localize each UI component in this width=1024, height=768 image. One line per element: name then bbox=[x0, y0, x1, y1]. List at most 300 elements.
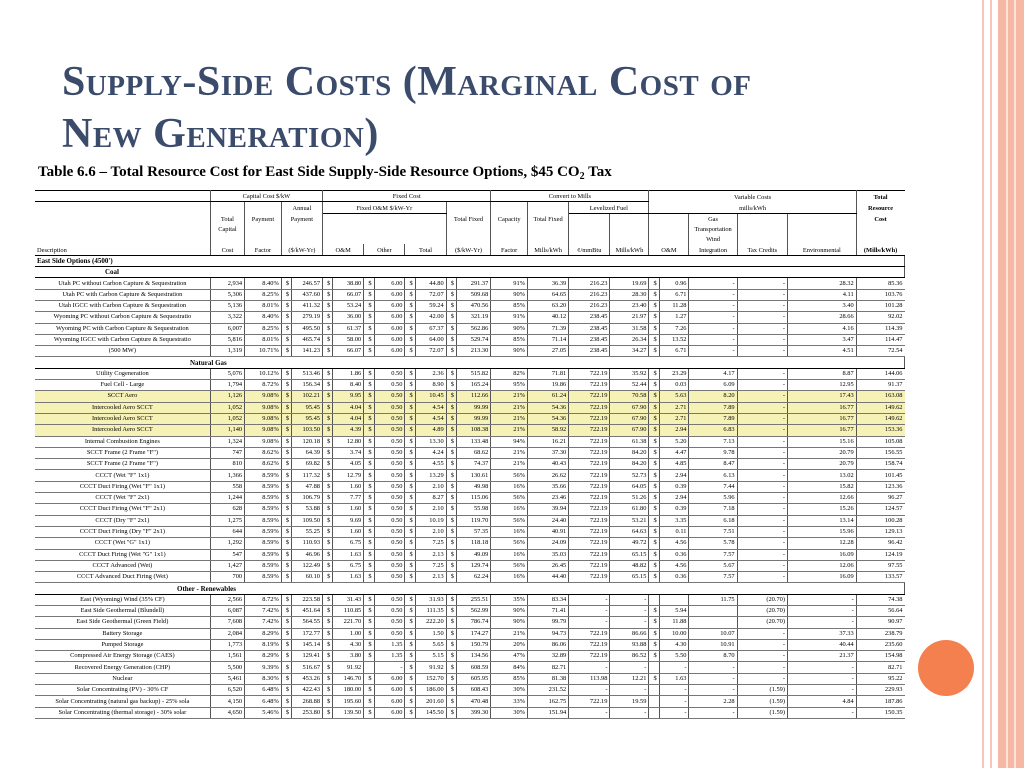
table-row bbox=[35, 605, 905, 616]
cell-value: 0.96 bbox=[659, 278, 689, 289]
cell-value: 6.13 bbox=[689, 470, 737, 481]
cell-value: 9.08% bbox=[245, 391, 282, 402]
cell-value: 3.40 bbox=[787, 300, 856, 311]
cell-value: 6.18 bbox=[689, 515, 737, 526]
row-description: CCCT Duct Firing (Wet "F" 2x1) bbox=[35, 504, 210, 515]
cell-value: 21.97 bbox=[610, 312, 649, 323]
cell-value: 231.52 bbox=[527, 685, 568, 696]
col-total-fixed-unit: ($/kW-Yr) bbox=[446, 244, 491, 255]
cell-value: 16.77 bbox=[787, 413, 856, 424]
cell-value: 8.59% bbox=[245, 526, 282, 537]
cell-value: 279.19 bbox=[292, 312, 323, 323]
table-row bbox=[35, 323, 905, 334]
cell-value: 8.19% bbox=[245, 639, 282, 650]
row-description: CCCT Duct Firing (Dry "F" 2x1) bbox=[35, 526, 210, 537]
cell-value: 70.58 bbox=[610, 391, 649, 402]
cell-value: 16.09 bbox=[787, 549, 856, 560]
row-description: Intercooled Aero SCCT bbox=[35, 402, 210, 413]
cell-value: $ bbox=[446, 572, 456, 583]
cell-value: 32.89 bbox=[527, 651, 568, 662]
row-description: Solar Concentrating (natural gas backup) - 25% sola bbox=[35, 696, 210, 707]
table-row bbox=[35, 639, 905, 650]
cell-value: 67.90 bbox=[610, 413, 649, 424]
cell-value: 213.30 bbox=[456, 346, 490, 357]
cell-value: 82.71 bbox=[527, 662, 568, 673]
cell-value: $ bbox=[649, 470, 659, 481]
decor-stripe bbox=[1006, 0, 1008, 768]
cell-value: - bbox=[787, 605, 856, 616]
cell-value: $ bbox=[281, 504, 291, 515]
row-description: Fuel Cell - Large bbox=[35, 380, 210, 391]
cell-value: - bbox=[737, 459, 787, 470]
cell-value: 154.98 bbox=[856, 651, 904, 662]
cell-value: 722.19 bbox=[569, 368, 610, 379]
cell-value: $ bbox=[281, 300, 291, 311]
cell-value: 810 bbox=[210, 459, 244, 470]
col-total: Total bbox=[210, 213, 244, 224]
cell-value: $ bbox=[405, 628, 415, 639]
row-description: East Side Geothermal (Green Field) bbox=[35, 617, 210, 628]
cell-value: 106.79 bbox=[292, 493, 323, 504]
cell-value: - bbox=[787, 594, 856, 605]
cell-value: 1.35 bbox=[374, 651, 405, 662]
cell-value: 129.13 bbox=[856, 526, 904, 537]
cell-value: $ bbox=[323, 696, 333, 707]
title-line-1: Supply-Side Costs (Marginal Cost of bbox=[62, 59, 752, 105]
col-transportation: Transportation bbox=[689, 224, 737, 234]
cell-value: 8.01% bbox=[245, 334, 282, 345]
cell-value: 722.19 bbox=[569, 504, 610, 515]
cell-value: $ bbox=[649, 481, 659, 492]
cell-value: $ bbox=[446, 481, 456, 492]
cell-value: $ bbox=[281, 289, 291, 300]
cell-value: 12.28 bbox=[787, 538, 856, 549]
col-mmbtu: ¢/mmBtu bbox=[569, 244, 610, 255]
cell-value: 2.10 bbox=[415, 481, 446, 492]
cell-value: - bbox=[737, 481, 787, 492]
cell-value: $ bbox=[364, 594, 374, 605]
cell-value: 69.82 bbox=[292, 459, 323, 470]
cell-value: $ bbox=[323, 639, 333, 650]
cell-value: 10.45 bbox=[415, 391, 446, 402]
cell-value: 4.11 bbox=[787, 289, 856, 300]
table-row bbox=[35, 617, 905, 628]
cell-value: $ bbox=[649, 323, 659, 334]
cell-value: 722.19 bbox=[569, 526, 610, 537]
cell-value: 0.50 bbox=[374, 447, 405, 458]
cell-value: 35% bbox=[491, 594, 528, 605]
cell-value: $ bbox=[281, 673, 291, 684]
cell-value: 36.00 bbox=[333, 312, 364, 323]
cell-value: 145.50 bbox=[415, 707, 446, 718]
cell-value: 26.62 bbox=[527, 470, 568, 481]
cell-value bbox=[689, 605, 737, 616]
cell-value: 722.19 bbox=[569, 560, 610, 571]
cell-value: 1,052 bbox=[210, 413, 244, 424]
cell-value: $ bbox=[649, 300, 659, 311]
cell-value: 85% bbox=[491, 673, 528, 684]
cell-value: $ bbox=[281, 368, 291, 379]
cell-value: 722.19 bbox=[569, 380, 610, 391]
cell-value: 35.66 bbox=[527, 481, 568, 492]
cell-value: 4.05 bbox=[333, 459, 364, 470]
cell-value: 6.71 bbox=[659, 346, 689, 357]
cell-value: 6.00 bbox=[374, 673, 405, 684]
cell-value: 605.95 bbox=[456, 673, 490, 684]
cell-value: - bbox=[737, 560, 787, 571]
cell-value: 54.36 bbox=[527, 402, 568, 413]
cell-value: - bbox=[659, 707, 689, 718]
group-resource: Resource bbox=[868, 205, 894, 213]
cell-value: 8.25% bbox=[245, 323, 282, 334]
table-row bbox=[35, 526, 905, 537]
cell-value: 40.91 bbox=[527, 526, 568, 537]
col-tax-credits: Tax Credits bbox=[737, 244, 787, 255]
cell-value: 1,794 bbox=[210, 380, 244, 391]
cell-value: $ bbox=[649, 436, 659, 447]
cell-value: $ bbox=[281, 278, 291, 289]
cell-value: 20% bbox=[491, 639, 528, 650]
cell-value: 64.05 bbox=[610, 481, 649, 492]
cell-value: 19.69 bbox=[610, 278, 649, 289]
cell-value: - bbox=[737, 447, 787, 458]
cell-value: 321.19 bbox=[456, 312, 490, 323]
cell-value: 2.94 bbox=[659, 493, 689, 504]
group-variable-unit: mills/kWh bbox=[649, 202, 856, 213]
cell-value: 91% bbox=[491, 312, 528, 323]
cell-value: 644 bbox=[210, 526, 244, 537]
cell-value: 86.66 bbox=[610, 628, 649, 639]
cell-value: 84.20 bbox=[610, 447, 649, 458]
cell-value: 451.64 bbox=[292, 605, 323, 616]
cell-value: 1,773 bbox=[210, 639, 244, 650]
cell-value: 3.74 bbox=[333, 447, 364, 458]
cell-value: 6.00 bbox=[374, 289, 405, 300]
cell-value: $ bbox=[649, 538, 659, 549]
cell-value: 6.00 bbox=[374, 707, 405, 718]
cell-value: 1.50 bbox=[415, 628, 446, 639]
cell-value: 2.94 bbox=[659, 470, 689, 481]
cell-value: 10.71% bbox=[245, 346, 282, 357]
cell-value: 65.15 bbox=[610, 572, 649, 583]
cell-value: 187.86 bbox=[856, 696, 904, 707]
cell-value: 4.85 bbox=[659, 459, 689, 470]
table-row bbox=[35, 391, 905, 402]
col-factor: Factor bbox=[245, 244, 282, 255]
cell-value: 4.17 bbox=[689, 368, 737, 379]
cell-value: - bbox=[737, 289, 787, 300]
cell-value: $ bbox=[364, 538, 374, 549]
group-cost: Cost bbox=[874, 215, 887, 223]
col-gas: Gas bbox=[689, 213, 737, 224]
cell-value: $ bbox=[649, 391, 659, 402]
cell-value: $ bbox=[364, 504, 374, 515]
cell-value: 72.07 bbox=[415, 346, 446, 357]
cell-value: 119.70 bbox=[456, 515, 490, 526]
cell-value: 9.08% bbox=[245, 402, 282, 413]
cell-value: 23.40 bbox=[610, 300, 649, 311]
cell-value: - bbox=[787, 707, 856, 718]
cell-value: $ bbox=[405, 696, 415, 707]
cell-value: 84.20 bbox=[610, 459, 649, 470]
cell-value: $ bbox=[281, 538, 291, 549]
row-description: Intercooled Aero SCCT bbox=[35, 413, 210, 424]
cell-value: 96.27 bbox=[856, 493, 904, 504]
cell-value: 110.85 bbox=[333, 605, 364, 616]
cell-value: $ bbox=[446, 447, 456, 458]
cell-value: $ bbox=[405, 662, 415, 673]
cell-value: $ bbox=[323, 538, 333, 549]
cell-value: 44.40 bbox=[527, 572, 568, 583]
cell-value: 71.14 bbox=[527, 334, 568, 345]
cell-value: $ bbox=[446, 560, 456, 571]
cell-value: 722.19 bbox=[569, 436, 610, 447]
cell-value: $ bbox=[446, 413, 456, 424]
cell-value: $ bbox=[323, 346, 333, 357]
cell-value: - bbox=[569, 605, 610, 616]
cell-value: 64.65 bbox=[527, 289, 568, 300]
table-container bbox=[35, 190, 905, 719]
cell-value: 49.98 bbox=[456, 481, 490, 492]
cell-value: - bbox=[737, 413, 787, 424]
cell-value: $ bbox=[323, 278, 333, 289]
cell-value: 92.02 bbox=[856, 312, 904, 323]
row-description: Nuclear bbox=[35, 673, 210, 684]
cell-value: $ bbox=[446, 402, 456, 413]
decor-stripe bbox=[982, 0, 984, 768]
row-description: Utah PC without Carbon Capture & Sequestration bbox=[35, 278, 210, 289]
cell-value: $ bbox=[281, 515, 291, 526]
cell-value: $ bbox=[446, 470, 456, 481]
cell-value: 509.68 bbox=[456, 289, 490, 300]
cell-value: 11.75 bbox=[689, 594, 737, 605]
cell-value: 21% bbox=[491, 425, 528, 436]
cell-value: 2.71 bbox=[659, 413, 689, 424]
cell-value: $ bbox=[323, 651, 333, 662]
row-description: Pumped Storage bbox=[35, 639, 210, 650]
caption-text: Table 6.6 – Total Resource Cost for East Side Supply-Side Resource Options, $45 CO bbox=[38, 164, 580, 180]
table-row bbox=[35, 413, 905, 424]
table-row bbox=[35, 673, 905, 684]
cell-value: $ bbox=[649, 605, 659, 616]
cell-value: $ bbox=[364, 413, 374, 424]
cell-value: 56% bbox=[491, 560, 528, 571]
cell-value: 246.57 bbox=[292, 278, 323, 289]
cell-value: 97.55 bbox=[856, 560, 904, 571]
cell-value bbox=[649, 685, 659, 696]
cell-value: - bbox=[689, 278, 737, 289]
cell-value: - bbox=[737, 470, 787, 481]
cell-value: $ bbox=[364, 481, 374, 492]
col-payment-2: Payment bbox=[281, 213, 322, 224]
cell-value: 139.50 bbox=[333, 707, 364, 718]
row-description: Utility Cogeneration bbox=[35, 368, 210, 379]
cell-value: $ bbox=[364, 368, 374, 379]
cell-value: 1,126 bbox=[210, 391, 244, 402]
cell-value: 53.88 bbox=[292, 504, 323, 515]
table-row bbox=[35, 628, 905, 639]
cell-value: 1,292 bbox=[210, 538, 244, 549]
cell-value: 63.20 bbox=[527, 300, 568, 311]
cell-value: 35.03 bbox=[527, 549, 568, 560]
row-description: CCCT Duct Firing (Wet "G" 1x1) bbox=[35, 549, 210, 560]
cell-value: 2.36 bbox=[415, 368, 446, 379]
cell-value: 133.48 bbox=[456, 436, 490, 447]
cell-value: 72.54 bbox=[856, 346, 904, 357]
cell-value: $ bbox=[364, 639, 374, 650]
cell-value: 27.05 bbox=[527, 346, 568, 357]
cell-value: - bbox=[737, 572, 787, 583]
table-row bbox=[35, 572, 905, 583]
cell-value: 786.74 bbox=[456, 617, 490, 628]
cell-value: 235.60 bbox=[856, 639, 904, 650]
cell-value: 93.88 bbox=[610, 639, 649, 650]
cell-value: 747 bbox=[210, 447, 244, 458]
cell-value: 1,366 bbox=[210, 470, 244, 481]
cell-value: - bbox=[569, 617, 610, 628]
cell-value: 56% bbox=[491, 493, 528, 504]
cell-value: $ bbox=[446, 504, 456, 515]
cell-value: 223.58 bbox=[292, 594, 323, 605]
cell-value: 2.94 bbox=[659, 425, 689, 436]
cell-value bbox=[649, 594, 659, 605]
cell-value: 61.80 bbox=[610, 504, 649, 515]
cell-value: $ bbox=[446, 549, 456, 560]
cell-value: - bbox=[737, 673, 787, 684]
cell-value: 7.25 bbox=[415, 538, 446, 549]
cell-value: $ bbox=[281, 312, 291, 323]
cell-value: 61.24 bbox=[527, 391, 568, 402]
cell-value: $ bbox=[281, 493, 291, 504]
col-environmental: Environmental bbox=[787, 244, 856, 255]
cell-value: $ bbox=[281, 470, 291, 481]
cell-value: 8.72% bbox=[245, 380, 282, 391]
cell-value: - bbox=[689, 300, 737, 311]
cell-value: 2,566 bbox=[210, 594, 244, 605]
cell-value: 8.29% bbox=[245, 651, 282, 662]
cell-value: 722.19 bbox=[569, 413, 610, 424]
cell-value: 6,520 bbox=[210, 685, 244, 696]
table-row bbox=[35, 651, 905, 662]
cell-value: $ bbox=[323, 470, 333, 481]
cell-value: 85% bbox=[491, 300, 528, 311]
cell-value: 291.37 bbox=[456, 278, 490, 289]
cell-value: $ bbox=[405, 436, 415, 447]
row-description: SCCT Frame (2 Frame "F") bbox=[35, 447, 210, 458]
cell-value: - bbox=[737, 300, 787, 311]
cell-value: 8.90 bbox=[415, 380, 446, 391]
cell-value: 114.39 bbox=[856, 323, 904, 334]
cell-value: 6,007 bbox=[210, 323, 244, 334]
cell-value: 238.45 bbox=[569, 346, 610, 357]
cell-value: $ bbox=[281, 380, 291, 391]
cell-value: $ bbox=[281, 425, 291, 436]
cell-value: $ bbox=[364, 685, 374, 696]
cell-value: 81.38 bbox=[527, 673, 568, 684]
cell-value: 113.98 bbox=[569, 673, 610, 684]
cell-value: 82.71 bbox=[856, 662, 904, 673]
table-row bbox=[35, 334, 905, 345]
cell-value: 8.29% bbox=[245, 628, 282, 639]
cell-value: 58.00 bbox=[333, 334, 364, 345]
cell-value: 0.36 bbox=[659, 549, 689, 560]
cell-value: $ bbox=[405, 617, 415, 628]
cell-value: 0.50 bbox=[374, 572, 405, 583]
cell-value: $ bbox=[281, 605, 291, 616]
cell-value: - bbox=[737, 504, 787, 515]
cell-value: $ bbox=[281, 685, 291, 696]
cell-value: $ bbox=[364, 470, 374, 481]
cell-value: $ bbox=[364, 549, 374, 560]
cell-value: 158.74 bbox=[856, 459, 904, 470]
cell-value: 8.59% bbox=[245, 481, 282, 492]
cell-value: 0.39 bbox=[659, 504, 689, 515]
cell-value: 110.93 bbox=[292, 538, 323, 549]
cell-value: 216.23 bbox=[569, 278, 610, 289]
cell-value: 0.50 bbox=[374, 368, 405, 379]
cell-value: $ bbox=[446, 278, 456, 289]
cell-value: 722.19 bbox=[569, 481, 610, 492]
cell-value: $ bbox=[323, 425, 333, 436]
cell-value: $ bbox=[649, 289, 659, 300]
cell-value: $ bbox=[323, 572, 333, 583]
cell-value: 26.34 bbox=[610, 334, 649, 345]
row-description: SCCT Aero bbox=[35, 391, 210, 402]
cell-value: 1.63 bbox=[333, 549, 364, 560]
cell-value: 1.35 bbox=[374, 639, 405, 650]
cell-value: 0.50 bbox=[374, 459, 405, 470]
cell-value: 4.30 bbox=[333, 639, 364, 650]
cell-value: $ bbox=[649, 413, 659, 424]
cell-value: 7.89 bbox=[689, 402, 737, 413]
cell-value: 3.47 bbox=[787, 334, 856, 345]
cell-value: 47.88 bbox=[292, 481, 323, 492]
cell-value: 8.70 bbox=[689, 651, 737, 662]
cell-value: 722.19 bbox=[569, 493, 610, 504]
section-coal: Coal bbox=[35, 267, 905, 278]
cell-value: 53.24 bbox=[333, 300, 364, 311]
cell-value: 95.22 bbox=[856, 673, 904, 684]
cell-value: 144.06 bbox=[856, 368, 904, 379]
cell-value: $ bbox=[364, 447, 374, 458]
cell-value: $ bbox=[281, 594, 291, 605]
cell-value: 55.25 bbox=[292, 526, 323, 537]
cell-value: $ bbox=[446, 673, 456, 684]
cell-value: 114.47 bbox=[856, 334, 904, 345]
cell-value: $ bbox=[405, 300, 415, 311]
cell-value: 40.44 bbox=[787, 639, 856, 650]
cell-value: $ bbox=[405, 391, 415, 402]
cell-value: $ bbox=[281, 560, 291, 571]
cell-value: $ bbox=[364, 425, 374, 436]
cell-value: 0.50 bbox=[374, 425, 405, 436]
cell-value: 8.40 bbox=[333, 380, 364, 391]
cell-value: 0.50 bbox=[374, 549, 405, 560]
cell-value: 13.14 bbox=[787, 515, 856, 526]
cell-value: 30% bbox=[491, 685, 528, 696]
cell-value: 6.00 bbox=[374, 346, 405, 357]
cell-value: 8.40% bbox=[245, 312, 282, 323]
caption-suffix: Tax bbox=[584, 164, 612, 180]
cell-value: 12.79 bbox=[333, 470, 364, 481]
cell-value: 7.77 bbox=[333, 493, 364, 504]
cell-value: 10.91 bbox=[689, 639, 737, 650]
cell-value: 71.39 bbox=[527, 323, 568, 334]
cell-value: 2.10 bbox=[415, 504, 446, 515]
cell-value: 21% bbox=[491, 628, 528, 639]
cell-value: 5,461 bbox=[210, 673, 244, 684]
cell-value: 28.32 bbox=[787, 278, 856, 289]
